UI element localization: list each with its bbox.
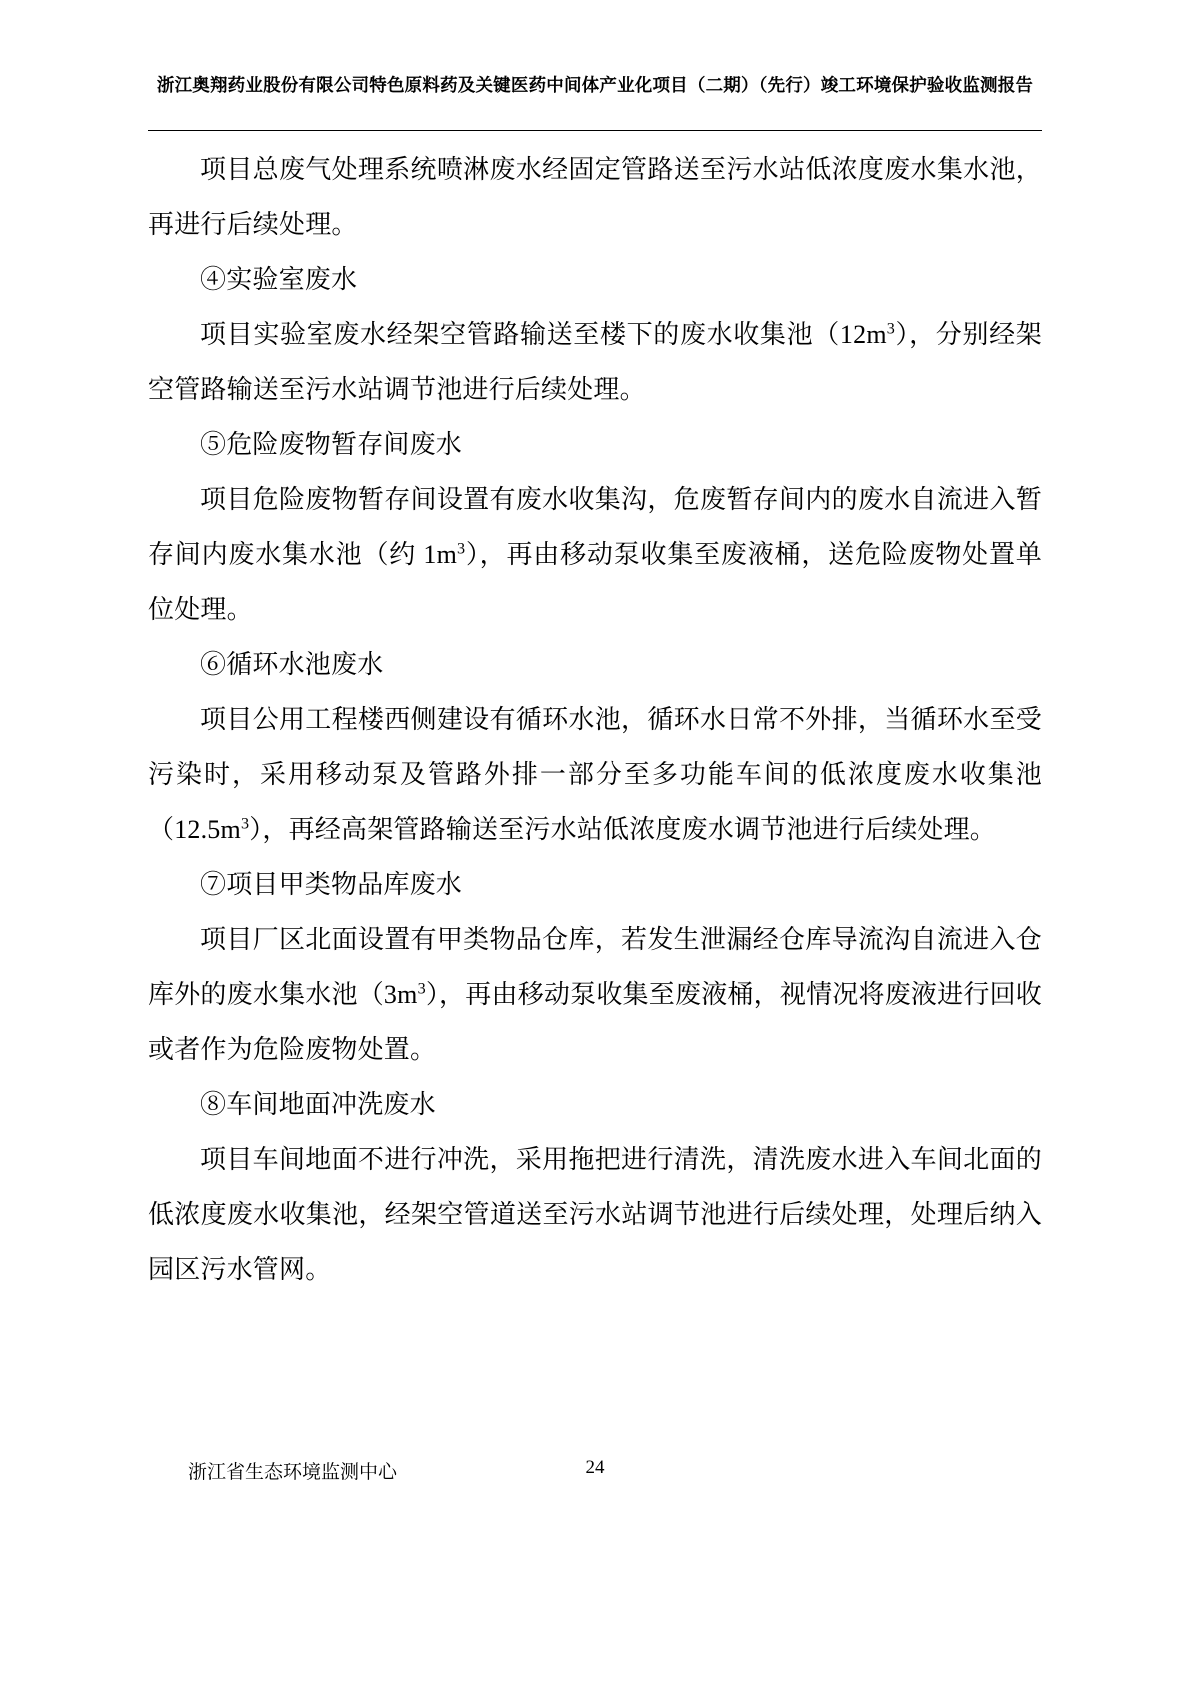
paragraph: 项目车间地面不进行冲洗，采用拖把进行清洗，清洗废水进入车间北面的低浓度废水收集池，经架空管道送至污水站调节池进行后续处理，处理后纳入园区污水管网。 [148,1145,1042,1284]
paragraph-heading: ⑤危险废物暂存间废水 [200,430,463,459]
page-footer [148,1457,1042,1487]
paragraph-heading: ④实验室废水 [200,265,358,294]
paragraph: 项目实验室废水经架空管路输送至楼下的废水收集池$(12m^3)$，分别经架空管路输送至污水站调节池进行后续处理。 [148,320,1042,404]
paragraph: 项目公用工程楼西侧建设有循环水池，循环水日常不外排，当循环水至受污染时，采用移动泵及管路外排一部分至多功能车间的低浓度废水收集池$(12.5m^3)$，再经高架管路输送至污水站低浓度废水调节池进行后续处理。 [148,705,1042,844]
document-body [148,142,1042,1297]
paragraph: 项目厂区北面设置有甲类物品仓库，若发生泄漏经仓库导流沟自流进入仓库外的废水集水池$(3m^3)$，再由移动泵收集至废液桶，视情况将废液进行回收或者作为危险废物处置。 [148,925,1042,1064]
paragraph-heading: ⑦项目甲类物品库废水 [200,870,463,899]
paragraph: 项目总废气处理系统喷淋废水经固定管路送至污水站低浓度废水集水池，再进行后续处理。 [148,155,1042,239]
paragraph: 项目危险废物暂存间设置有废水收集沟，危废暂存间内的废水自流进入暂存间内废水集水池（约 $1m^3$），再由移动泵收集至废液桶，送危险废物处置单位处理。 [148,485,1042,624]
footer-organization: 浙江省生态环境监测中心 [188,1462,398,1483]
paragraph-heading: ⑥循环水池废水 [200,650,384,679]
page-header: 浙江奥翔药业股份有限公司特色原料药及关键医药中间体产业化项目（二期）（先行）竣工环境保护验收监测报告 [156,75,1034,95]
paragraph-heading: ⑧车间地面冲洗废水 [200,1090,436,1119]
footer-page-number: 24 [585,1457,605,1478]
header-divider [148,130,1042,131]
